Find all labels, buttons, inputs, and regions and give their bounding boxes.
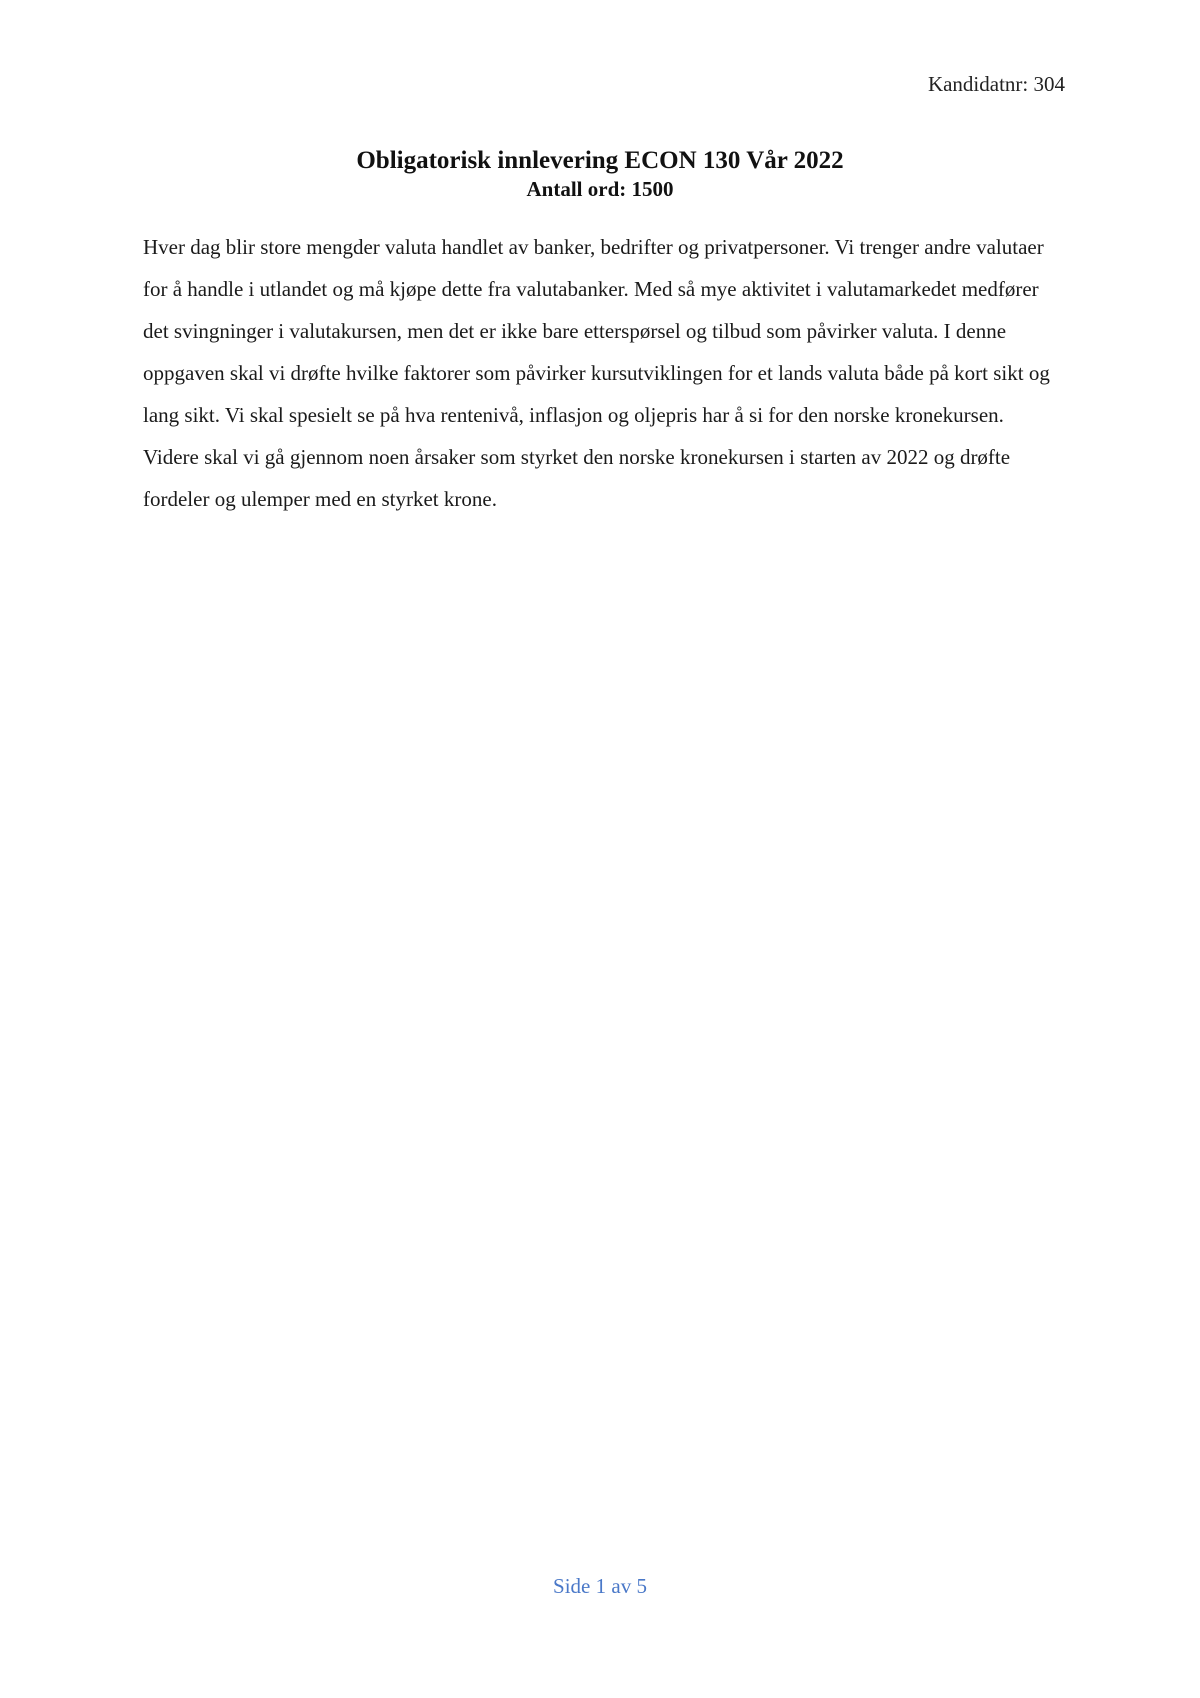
title-block [0, 146, 1200, 202]
word-count: Antall ord: 1500 [526, 177, 674, 201]
candidate-number: Kandidatnr: 304 [927, 72, 1065, 96]
intro-paragraph: Hver dag blir store mengder valuta handlet av banker, bedrifter og privatpersoner. Vi trenger andre valutaer for å handle i utlandet og må kjøpe dette fra valutabanker. Med så mye aktivitet i valutamarkedet medfører det svingninger i valutakursen, men det er ikke bare etterspørsel og tilbud som påvirker valuta. I denne oppgaven skal vi drøfte hvilke faktorer som påvirker kursutviklingen for et lands valuta både på kort sikt og lang sikt. Vi skal spesielt se på hva rentenivå, inflasjon og oljepris har å si for den norske kronekursen. Videre skal vi gå gjennom noen årsaker som styrket den norske kronekursen i starten av 2022 og drøfte fordeler og ulemper med en styrket krone. [143, 235, 1050, 511]
document-title: Obligatorisk innlevering ECON 130 Vår 2022 [356, 147, 844, 174]
page-number: Side 1 av 5 [553, 1574, 647, 1598]
